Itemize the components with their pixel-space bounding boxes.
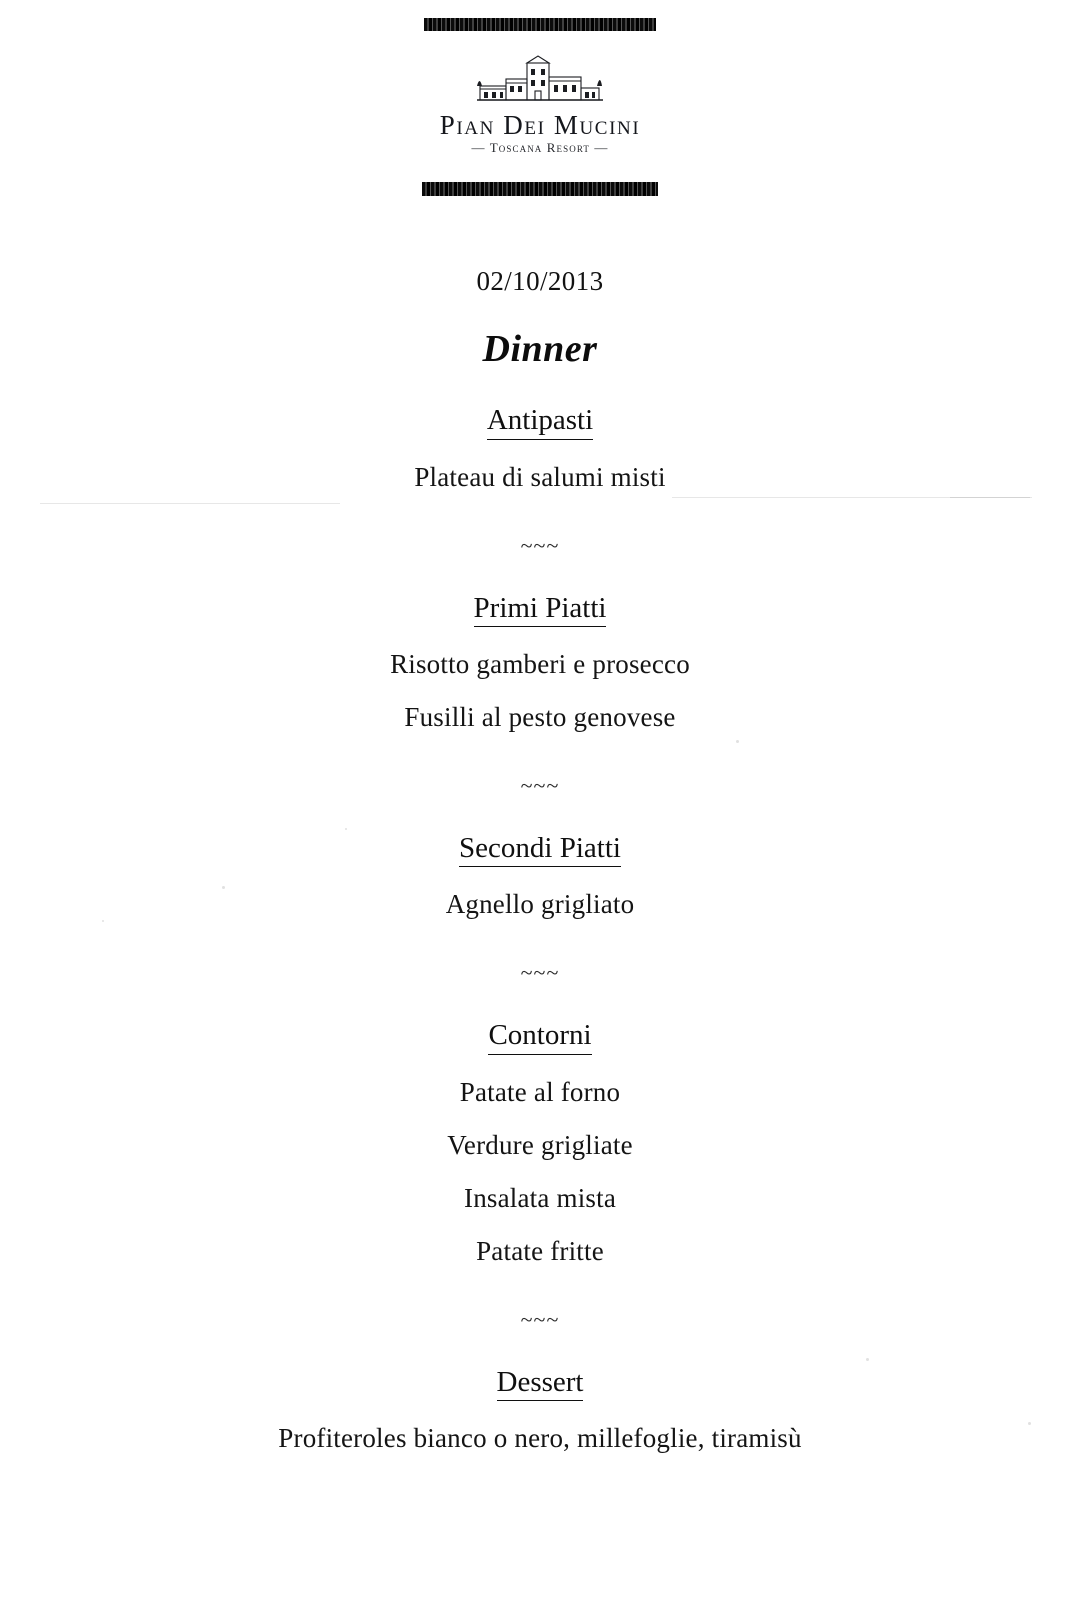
menu-section-contorni <box>0 986 1080 1266</box>
menu-title: Dinner <box>482 328 598 371</box>
villa-building-icon <box>475 53 605 105</box>
menu-dish: Fusilli al pesto genovese <box>404 702 676 733</box>
menu-body <box>0 266 1080 1454</box>
section-heading: Primi Piatti <box>474 592 607 627</box>
decorative-rule-top-icon <box>424 18 656 31</box>
menu-date: 02/10/2013 <box>476 266 604 297</box>
decorative-rule-bottom-icon <box>422 182 658 196</box>
letterhead-spacer <box>0 156 1080 182</box>
section-divider: ~~~ <box>520 1306 560 1332</box>
letterhead <box>0 18 1080 196</box>
menu-dish: Plateau di salumi misti <box>414 461 666 492</box>
menu-section-dessert <box>0 1333 1080 1454</box>
menu-dish: Verdure grigliate <box>447 1129 633 1160</box>
menu-section-antipasti <box>0 371 1080 492</box>
section-heading: Contorni <box>488 1019 591 1054</box>
section-heading: Secondi Piatti <box>459 832 621 867</box>
section-heading: Antipasti <box>487 404 593 439</box>
menu-dish: Patate al forno <box>459 1076 621 1107</box>
section-heading: Dessert <box>497 1366 584 1401</box>
menu-dish: Insalata mista <box>464 1182 616 1213</box>
menu-section-primi-piatti <box>0 559 1080 733</box>
section-divider: ~~~ <box>520 960 560 986</box>
brand-name: Pian Dei Mucini <box>439 110 641 140</box>
section-divider: ~~~ <box>520 773 560 799</box>
section-divider: ~~~ <box>520 532 560 558</box>
menu-dish: Agnello grigliato <box>445 889 635 920</box>
brand-subtitle: — Toscana Resort — <box>471 140 609 156</box>
menu-section-secondi-piatti <box>0 799 1080 920</box>
menu-dish: Profiteroles bianco o nero, millefoglie, tiramisù <box>278 1423 802 1454</box>
menu-dish: Patate fritte <box>476 1235 604 1266</box>
logo-area <box>0 53 1080 156</box>
menu-dish: Risotto gamberi e prosecco <box>390 649 690 680</box>
